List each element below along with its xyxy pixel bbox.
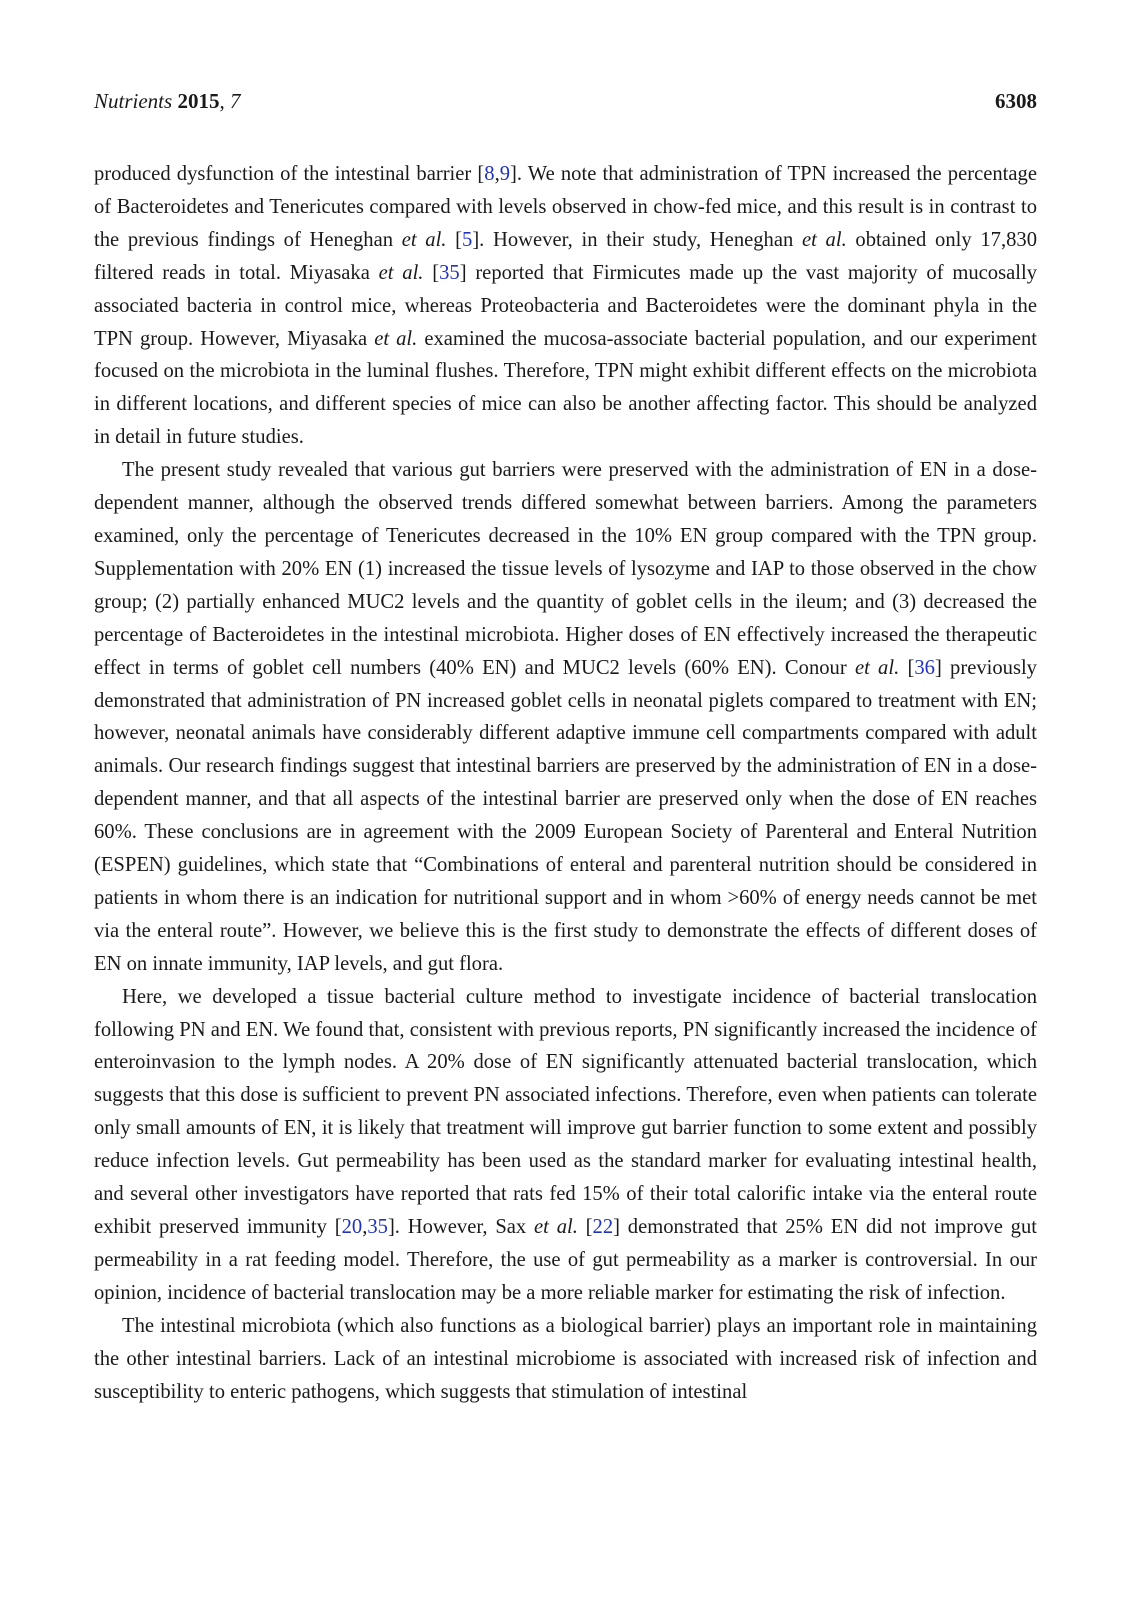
text-run: The present study revealed that various gut barriers were preserved with the administration of EN in a dose-dependent manner, although the observed trends differed somewhat between barriers. Among the parameters examined, only the percentage of Tenericutes decreased in the 10% EN group compared with the TPN group. Supplementation with 20% EN (1) increased the tissue levels of lysozyme and IAP to those observed in the chow group; (2) partially enhanced MUC2 levels and the quantity of goblet cells in the ileum; and (3) decreased the percentage of Bacteroidetes in the intestinal microbiota. Higher doses of EN effectively increased the therapeutic effect in terms of goblet cell numbers (40% EN) and MUC2 levels (60% EN). Conour bbox=[94, 459, 1037, 679]
citation-link[interactable]: 8 bbox=[484, 163, 495, 185]
journal-citation bbox=[94, 86, 240, 116]
text-run: ] reported that Firmicutes made up the vast majority of mucosally associated bacteria in control mice, whereas Proteobacteria and Bacteroidetes were the dominant phyla in the TPN group. However, Miyasaka bbox=[94, 261, 1037, 350]
text-run: Here, we developed a tissue bacterial culture method to investigate incidence of bacterial translocation following PN and EN. We found that, consistent with previous reports, PN significantly increased the incidence of enteroinvasion to the lymph nodes. A 20% dose of EN significantly attenuated bacterial translocation, which suggests that this dose is sufficient to prevent PN associated infections. Therefore, even when patients can tolerate only small amounts of EN, it is likely that treatment will improve gut barrier function to some extent and possibly reduce infection levels. Gut permeability has been used as the standard marker for evaluating intestinal health, and several other investigators have reported that rats fed 15% of their total calorific intake via the enteral route exhibit preserved immunity [ bbox=[94, 985, 1037, 1238]
paragraph-3 bbox=[94, 981, 1037, 1310]
page-number: 6308 bbox=[995, 89, 1037, 113]
article-body bbox=[94, 158, 1037, 1408]
text-run: [ bbox=[577, 1216, 593, 1238]
text-run: ] demonstrated that 25% EN did not improve gut permeability in a rat feeding model. Therefore, the use of gut permeability as a marker is controversial. In our opinion, incidence of bacterial translocation may be a more reliable marker for estimating the risk of infection. bbox=[94, 1216, 1037, 1304]
text-run: ]. However, in their study, Heneghan bbox=[472, 228, 802, 251]
et-al: et al. bbox=[401, 228, 447, 251]
text-run: [ bbox=[899, 656, 915, 679]
text-run: [ bbox=[446, 228, 463, 251]
text-run: obtained only 17,830 filtered reads in total. Miyasaka bbox=[94, 228, 1037, 284]
text-run: ]. We note that administration of TPN increased the percentage of Bacteroidetes and Tenericutes compared with levels observed in chow-fed mice, and this result is in contrast to the previous findings of Heneghan bbox=[94, 163, 1037, 251]
journal-name: Nutrients bbox=[94, 89, 173, 113]
page-header bbox=[94, 86, 1037, 116]
text-run: ]. However, Sax bbox=[387, 1216, 535, 1238]
text-run: examined the mucosa-associate bacterial population, and our experiment focused on the microbiota in the luminal flushes. Therefore, TPN might exhibit different effects on the microbiota in different locations, and different species of mice can also be another affecting factor. This should be analyzed in detail in future studies. bbox=[94, 327, 1037, 449]
citation-link[interactable]: 5 bbox=[462, 228, 473, 251]
text-run: [ bbox=[423, 261, 440, 284]
et-al: et al. bbox=[378, 261, 424, 284]
text-run: The intestinal microbiota (which also functions as a biological barrier) plays an important role in maintaining the other intestinal barriers. Lack of an intestinal microbiome is associated with increased risk of infection and susceptibility to enteric pathogens, which suggests that stimulation of intestinal bbox=[94, 1314, 1037, 1403]
text-run: ] previously demonstrated that administration of PN increased goblet cells in neonatal piglets compared to treatment with EN; however, neonatal animals have considerably different adaptive immune cell compartments compared with adult animals. Our research findings suggest that intestinal barriers are preserved by the administration of EN in a dose-dependent manner, and that all aspects of the intestinal barrier are preserved only when the dose of EN reaches 60%. These conclusions are in agreement with the 2009 European Society of Parenteral and Enteral Nutrition (ESPEN) guidelines, which state that “Combinations of enteral and parenteral nutrition should be considered in patients in whom there is an indication for nutritional support and in whom >60% of energy needs cannot be met via the enteral route”. However, we believe this is the first study to demonstrate the effects of different doses of EN on innate immunity, IAP levels, and gut flora. bbox=[94, 656, 1037, 975]
paragraph-1 bbox=[94, 158, 1037, 454]
et-al: et al. bbox=[534, 1216, 578, 1238]
journal-year: 2015 bbox=[177, 89, 220, 113]
journal-volume: 7 bbox=[229, 89, 241, 113]
citation-link[interactable]: 35 bbox=[367, 1216, 388, 1238]
citation-link[interactable]: 9 bbox=[499, 163, 511, 185]
citation-link[interactable]: 22 bbox=[592, 1216, 614, 1238]
citation-link[interactable]: 35 bbox=[439, 261, 460, 284]
paragraph-4 bbox=[94, 1310, 1037, 1409]
citation-link[interactable]: 36 bbox=[914, 656, 935, 679]
citation-link[interactable]: 20 bbox=[341, 1216, 363, 1238]
text-run: , bbox=[494, 163, 500, 185]
text-run: produced dysfunction of the intestinal barrier [ bbox=[94, 163, 485, 185]
text-run: , bbox=[362, 1216, 368, 1238]
journal-separator: , bbox=[219, 89, 230, 113]
paragraph-2 bbox=[94, 454, 1037, 981]
et-al: et al. bbox=[374, 327, 418, 350]
et-al: et al. bbox=[802, 228, 847, 251]
et-al: et al. bbox=[854, 656, 900, 679]
